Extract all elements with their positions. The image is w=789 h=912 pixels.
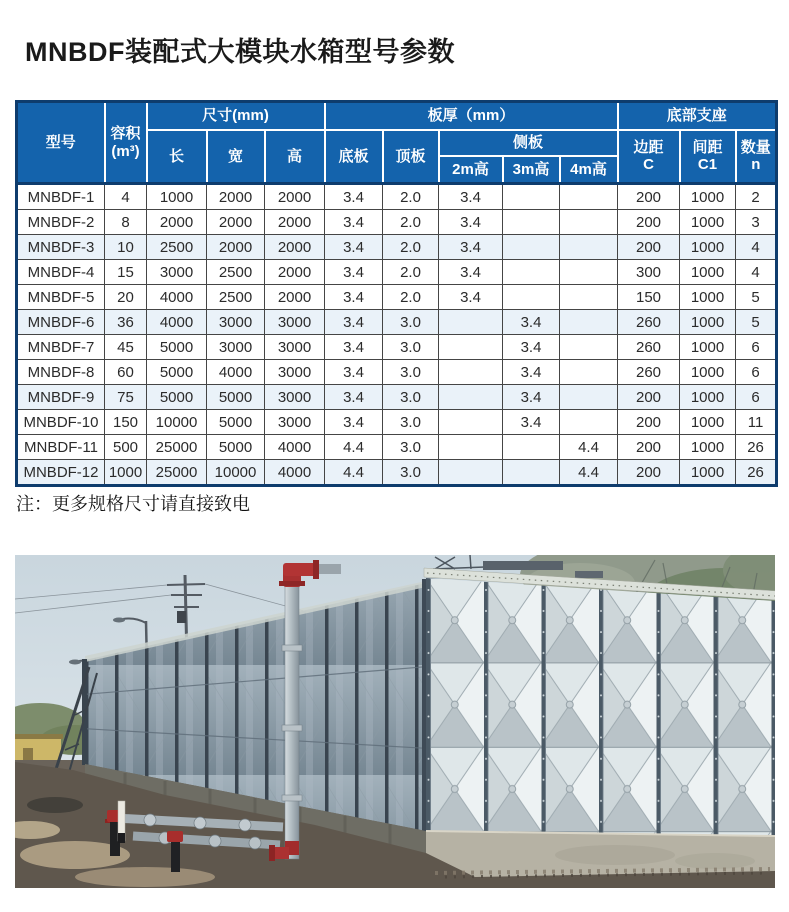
col-header-side-2m: 2m高 <box>439 156 503 184</box>
cell: 3.4 <box>325 210 383 235</box>
cell: 3.4 <box>325 235 383 260</box>
cell <box>503 184 560 210</box>
cell: 5000 <box>207 410 265 435</box>
cell: 25000 <box>147 435 207 460</box>
cell: 2000 <box>265 184 325 210</box>
cell: 3.0 <box>383 335 439 360</box>
cell: 4000 <box>147 310 207 335</box>
cell: 2.0 <box>383 260 439 285</box>
cell <box>503 435 560 460</box>
cell: 3.0 <box>383 460 439 486</box>
cell: 2000 <box>265 260 325 285</box>
col-header-height: 高 <box>265 130 325 184</box>
cell: 2.0 <box>383 210 439 235</box>
cell: 4000 <box>265 460 325 486</box>
cell <box>439 310 503 335</box>
col-header-width: 宽 <box>207 130 265 184</box>
cell: 25000 <box>147 460 207 486</box>
cell: 1000 <box>680 410 736 435</box>
cell: 4.4 <box>560 435 618 460</box>
cell: 150 <box>105 410 147 435</box>
cell <box>439 410 503 435</box>
cell: 2000 <box>147 210 207 235</box>
cell <box>503 460 560 486</box>
cell: 3.4 <box>325 184 383 210</box>
cell: 3.4 <box>439 235 503 260</box>
cell: 200 <box>618 410 680 435</box>
cell: 5 <box>736 285 777 310</box>
cell: 200 <box>618 435 680 460</box>
table-row <box>17 410 777 435</box>
cell <box>560 335 618 360</box>
cell: 1000 <box>680 435 736 460</box>
cell: 6 <box>736 385 777 410</box>
cell: 5000 <box>147 335 207 360</box>
cell: 200 <box>618 460 680 486</box>
col-header-spacing: 间距 C1 <box>680 130 736 184</box>
cell: 2000 <box>265 210 325 235</box>
cell: 6 <box>736 360 777 385</box>
cell: MNBDF-4 <box>17 260 105 285</box>
table-row <box>17 210 777 235</box>
cell: MNBDF-8 <box>17 360 105 385</box>
cell: 2000 <box>207 235 265 260</box>
cell: 4 <box>736 260 777 285</box>
cell: 1000 <box>147 184 207 210</box>
cell: 3.4 <box>325 410 383 435</box>
cell <box>560 235 618 260</box>
cell: 1000 <box>105 460 147 486</box>
cell <box>503 235 560 260</box>
cell: 3.4 <box>325 260 383 285</box>
tank-front-face <box>426 578 775 836</box>
table-row <box>17 435 777 460</box>
cell: 6 <box>736 335 777 360</box>
table-row <box>17 460 777 486</box>
cell: MNBDF-9 <box>17 385 105 410</box>
cell: 10 <box>105 235 147 260</box>
cell: MNBDF-11 <box>17 435 105 460</box>
cell <box>560 285 618 310</box>
cell: 4.4 <box>560 460 618 486</box>
cell <box>560 410 618 435</box>
cell: 2000 <box>207 210 265 235</box>
cell <box>503 260 560 285</box>
footnote: 注：更多规格尺寸请直接致电 <box>16 494 250 514</box>
cell: 3.4 <box>325 285 383 310</box>
cell: 5 <box>736 310 777 335</box>
cell: 1000 <box>680 285 736 310</box>
cell: 20 <box>105 285 147 310</box>
col-header-bottom-plate: 底板 <box>325 130 383 184</box>
col-header-top-plate: 顶板 <box>383 130 439 184</box>
cell: 4.4 <box>325 460 383 486</box>
cell: 1000 <box>680 310 736 335</box>
group-header-side-plate: 侧板 <box>439 130 618 156</box>
cell: 2500 <box>207 260 265 285</box>
cell <box>560 210 618 235</box>
cell: 2.0 <box>383 184 439 210</box>
cell: MNBDF-3 <box>17 235 105 260</box>
cell: 5000 <box>207 385 265 410</box>
spec-table <box>15 100 778 487</box>
table-row <box>17 385 777 410</box>
cell: 260 <box>618 360 680 385</box>
cell <box>503 210 560 235</box>
cell: 3000 <box>265 360 325 385</box>
col-header-side-3m: 3m高 <box>503 156 560 184</box>
cell: 500 <box>105 435 147 460</box>
cell: 3 <box>736 210 777 235</box>
cell: 260 <box>618 310 680 335</box>
cell <box>560 385 618 410</box>
col-header-model: 型号 <box>17 102 105 184</box>
cell: 2.0 <box>383 235 439 260</box>
cell: 4000 <box>207 360 265 385</box>
cell: 3.4 <box>439 184 503 210</box>
cell: 200 <box>618 385 680 410</box>
cell: 3000 <box>265 410 325 435</box>
cell <box>560 360 618 385</box>
cell: 75 <box>105 385 147 410</box>
page-title: MNBDF装配式大模块水箱型号参数 <box>25 37 455 67</box>
cell: 4 <box>736 235 777 260</box>
cell <box>503 285 560 310</box>
cell: MNBDF-2 <box>17 210 105 235</box>
cell <box>439 435 503 460</box>
table-row <box>17 260 777 285</box>
col-header-quantity: 数量 n <box>736 130 777 184</box>
cell: MNBDF-7 <box>17 335 105 360</box>
table-row <box>17 310 777 335</box>
cell: 1000 <box>680 260 736 285</box>
cell: 3.4 <box>439 285 503 310</box>
cell: 45 <box>105 335 147 360</box>
cell: 2 <box>736 184 777 210</box>
cell: 300 <box>618 260 680 285</box>
product-photo <box>15 555 775 888</box>
cell: 3000 <box>265 385 325 410</box>
cell: 4.4 <box>325 435 383 460</box>
cell: 3.0 <box>383 410 439 435</box>
cell: 3.4 <box>439 210 503 235</box>
cell: 3.4 <box>503 335 560 360</box>
cell: 1000 <box>680 235 736 260</box>
cell: 200 <box>618 184 680 210</box>
col-header-edge-distance: 边距 C <box>618 130 680 184</box>
table-row <box>17 360 777 385</box>
col-header-length: 长 <box>147 130 207 184</box>
cell: 3000 <box>265 335 325 360</box>
cell: 3.4 <box>503 360 560 385</box>
cell: 2000 <box>265 235 325 260</box>
cell: 8 <box>105 210 147 235</box>
cell: 200 <box>618 210 680 235</box>
table-row <box>17 184 777 210</box>
cell: 10000 <box>147 410 207 435</box>
cell: 3.4 <box>439 260 503 285</box>
cell: 1000 <box>680 385 736 410</box>
cell: 36 <box>105 310 147 335</box>
cell <box>560 310 618 335</box>
cell: 260 <box>618 335 680 360</box>
group-header-thickness: 板厚（mm） <box>325 102 618 130</box>
cell: 1000 <box>680 460 736 486</box>
cell: 1000 <box>680 360 736 385</box>
cell: 15 <box>105 260 147 285</box>
cell <box>439 385 503 410</box>
cell: 3000 <box>207 335 265 360</box>
spec-table-header <box>17 102 777 184</box>
cell: 3.4 <box>503 310 560 335</box>
cell: 5000 <box>147 360 207 385</box>
concrete-plinth <box>426 831 775 879</box>
cell: 3.0 <box>383 385 439 410</box>
cell: 26 <box>736 435 777 460</box>
table-row <box>17 335 777 360</box>
cell: 150 <box>618 285 680 310</box>
water-tank-photo-graphic <box>15 555 775 888</box>
cell: 3.0 <box>383 360 439 385</box>
cell <box>439 460 503 486</box>
cell <box>560 260 618 285</box>
cell: 3.0 <box>383 435 439 460</box>
table-row <box>17 285 777 310</box>
col-header-capacity: 容积 (m³) <box>105 102 147 184</box>
cell: 3.4 <box>325 385 383 410</box>
cell: 2000 <box>207 184 265 210</box>
group-header-dimensions: 尺寸(mm) <box>147 102 325 130</box>
cell: 26 <box>736 460 777 486</box>
cell: 10000 <box>207 460 265 486</box>
cell: 3000 <box>265 310 325 335</box>
cell: 1000 <box>680 210 736 235</box>
cell: 1000 <box>680 184 736 210</box>
cell <box>560 184 618 210</box>
cell: 4000 <box>147 285 207 310</box>
cell: 3.4 <box>503 385 560 410</box>
cell: 3000 <box>147 260 207 285</box>
cell: 2500 <box>147 235 207 260</box>
cell: 3.4 <box>325 310 383 335</box>
cell: 3.4 <box>325 335 383 360</box>
cell: 4000 <box>265 435 325 460</box>
cell: 3.4 <box>503 410 560 435</box>
cell: 3.4 <box>325 360 383 385</box>
table-row <box>17 235 777 260</box>
cell: 1000 <box>680 335 736 360</box>
cell: MNBDF-6 <box>17 310 105 335</box>
cell: MNBDF-10 <box>17 410 105 435</box>
cell: MNBDF-5 <box>17 285 105 310</box>
col-header-side-4m: 4m高 <box>560 156 618 184</box>
cell: 11 <box>736 410 777 435</box>
cell: 4 <box>105 184 147 210</box>
group-header-support: 底部支座 <box>618 102 777 130</box>
cell: 60 <box>105 360 147 385</box>
cell: 200 <box>618 235 680 260</box>
cell: MNBDF-1 <box>17 184 105 210</box>
cell: 3.0 <box>383 310 439 335</box>
cell: 2500 <box>207 285 265 310</box>
cell: 2.0 <box>383 285 439 310</box>
cell: 5000 <box>207 435 265 460</box>
cell: MNBDF-12 <box>17 460 105 486</box>
cell: 2000 <box>265 285 325 310</box>
cell <box>439 360 503 385</box>
cell: 5000 <box>147 385 207 410</box>
spec-table-body <box>17 184 777 486</box>
cell: 3000 <box>207 310 265 335</box>
cell <box>439 335 503 360</box>
